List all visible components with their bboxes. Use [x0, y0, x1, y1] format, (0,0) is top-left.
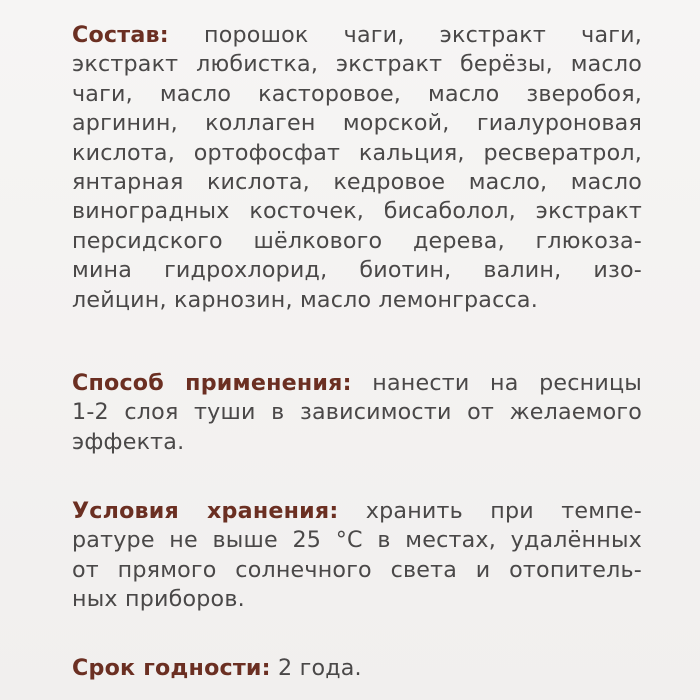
usage-text: нанести на ресницы: [372, 370, 642, 396]
usage-section: [72, 369, 642, 457]
usage-line-3: эффекта.: [72, 428, 185, 455]
composition-section: [72, 21, 642, 315]
shelf-life-section: [72, 654, 642, 683]
usage-line-1: [72, 369, 642, 398]
composition-line-4: аргинин, коллаген морской, гиалуроновая: [72, 110, 642, 137]
storage-label: Условия хранения:: [72, 498, 339, 524]
composition-text: порошок чаги, экстракт чаги,: [204, 22, 642, 48]
storage-line-1: [72, 497, 642, 526]
composition-line-3: чаги, масло касторовое, масло зверобоя,: [72, 80, 642, 107]
composition-line-10: лейцин, карнозин, масло лемонграсса.: [72, 286, 538, 313]
shelf-life-label: Срок годности:: [72, 655, 271, 681]
composition-line-2: экстракт любистка, экстракт берёзы, масло: [72, 51, 642, 78]
storage-text: хранить при темпе-: [365, 498, 642, 524]
shelf-life-line: [72, 654, 642, 683]
storage-section: [72, 497, 642, 615]
composition-line-7: виноградных косточек, бисаболол, экстракт: [72, 198, 642, 225]
storage-line-3: от прямого солнечного света и отопитель-: [72, 556, 642, 583]
composition-label: Состав:: [72, 22, 169, 48]
shelf-life-value: 2 года.: [278, 655, 362, 681]
composition-line-6: янтарная кислота, кедровое масло, масло: [72, 168, 642, 195]
composition-line-1: [72, 21, 642, 50]
storage-line-2: ратуре не выше 25 °С в местах, удалённых: [72, 527, 642, 554]
usage-line-2: 1-2 слоя туши в зависимости от желаемого: [72, 399, 642, 426]
usage-label: Способ применения:: [72, 370, 352, 396]
composition-line-8: персидского шёлкового дерева, глюкоза-: [72, 227, 642, 254]
composition-line-5: кислота, ортофосфат кальция, ресвератрол,: [72, 139, 642, 166]
storage-line-4: ных приборов.: [72, 586, 245, 613]
composition-line-9: мина гидрохлорид, биотин, валин, изо-: [72, 257, 642, 284]
